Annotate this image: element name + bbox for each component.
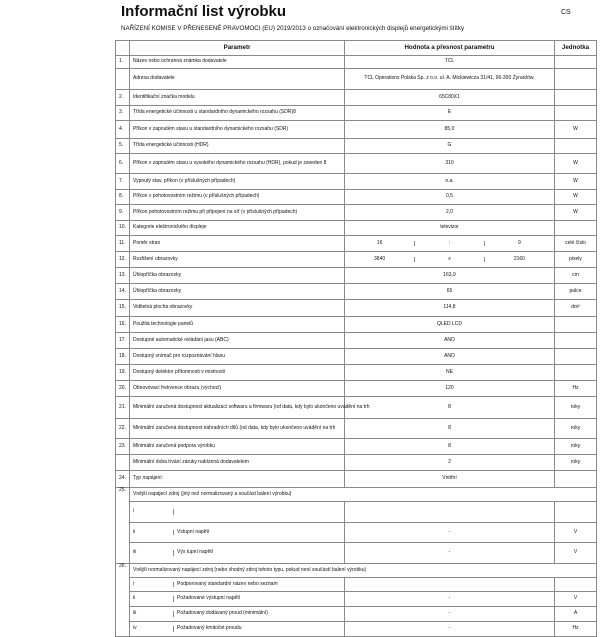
unit-cell: roky: [555, 439, 597, 455]
parameter-cell: Viditelná plocha obrazovky: [130, 300, 345, 317]
sub-parameter: [130, 611, 344, 617]
unit-cell: W: [555, 174, 597, 190]
sub-row-label: Požadované výstupní napětí: [177, 595, 241, 602]
table-row: [116, 471, 597, 488]
row-number: 11.: [116, 236, 130, 252]
section-heading-row: [116, 564, 597, 578]
table-row: [116, 333, 597, 349]
row-number: 3.: [116, 106, 130, 121]
parameter-cell: [130, 622, 345, 637]
value-cell: ANO: [345, 333, 555, 349]
value-cell: TCL: [345, 56, 555, 69]
parameter-cell: Obnovovací frekvence obrazu (výchozí): [130, 381, 345, 397]
unit-cell: [555, 90, 597, 106]
value-cell: -: [345, 543, 555, 564]
table-row: [116, 205, 597, 221]
value-cell: E: [345, 106, 555, 121]
sub-row-label: Požadovaný kmitočet proudu: [177, 625, 242, 632]
unit-cell: [555, 578, 597, 592]
table-row: [116, 69, 597, 90]
parameter-cell: Příkon v zapnutém stavu u standardního dynamického rozsahu (SDR): [130, 121, 345, 139]
parameter-cell: [130, 607, 345, 622]
row-number: 14.: [116, 284, 130, 300]
parameter-cell: Kategorie elektronického displeje: [130, 221, 345, 236]
value-cell: 85,0: [345, 121, 555, 139]
row-number: 9.: [116, 205, 130, 221]
parameter-cell: Název nebo ochranná známka dodavatele: [130, 56, 345, 69]
value-separator: x: [415, 257, 485, 263]
row-number: 5.: [116, 139, 130, 154]
row-number: 2.: [116, 90, 130, 106]
sub-row-index: ii: [130, 596, 174, 602]
table-row: [116, 397, 597, 419]
row-number: 10.: [116, 221, 130, 236]
unit-cell: [555, 502, 597, 523]
unit-cell: W: [555, 154, 597, 174]
sub-row-index: iii: [130, 611, 174, 617]
parameter-cell: Typ napájení:: [130, 471, 345, 488]
parameter-cell: Příkon v pohotovostním režimu (v příslušných případech): [130, 190, 345, 205]
unit-cell: roky: [555, 419, 597, 439]
sub-parameter: [130, 550, 344, 556]
header-unit: Jednotka: [555, 41, 597, 56]
unit-cell: Hz: [555, 622, 597, 637]
table-row: [116, 190, 597, 205]
unit-cell: palce: [555, 284, 597, 300]
parameter-cell: Vypnutý stav, příkon (v příslušných případech): [130, 174, 345, 190]
table-row: [116, 121, 597, 139]
value-cell: G: [345, 139, 555, 154]
parameter-cell: Identifikační značka modelu: [130, 90, 345, 106]
table-row: [116, 365, 597, 381]
table-row: [116, 300, 597, 317]
value-cell: n.a.: [345, 174, 555, 190]
unit-cell: celé číslo: [555, 236, 597, 252]
row-number: 25.: [116, 488, 130, 564]
sub-row: [116, 607, 597, 622]
table-row: [116, 252, 597, 268]
sub-parameter: [130, 596, 344, 602]
sub-row-label: [174, 509, 180, 515]
value-cell: 65C80X1: [345, 90, 555, 106]
table-row: [116, 284, 597, 300]
sub-row-index: iii: [130, 550, 174, 556]
sub-row: [116, 622, 597, 637]
unit-cell: [555, 333, 597, 349]
unit-cell: A: [555, 607, 597, 622]
table-row: [116, 419, 597, 439]
row-number: 24.: [116, 471, 130, 488]
parameter-cell: Dostupný detektor přítomnosti v místnosti: [130, 365, 345, 381]
value-cell: [345, 252, 555, 268]
table-row: [116, 90, 597, 106]
value-part: 16: [345, 241, 415, 247]
parameter-cell: Minimální zaručená dostupnost aktualizací softwaru a firmwaru (od data, kdy bylo ukončeno uvádění na trh: [130, 397, 345, 419]
value-cell: 2,0: [345, 205, 555, 221]
table-row: [116, 221, 597, 236]
value-cell: 65: [345, 284, 555, 300]
row-number: 8.: [116, 190, 130, 205]
value-cell: 163,9: [345, 268, 555, 284]
row-number: [116, 455, 130, 471]
value-cell: 8: [345, 419, 555, 439]
value-cell: 310: [345, 154, 555, 174]
parameter-cell: Třída energetické účinnosti u standardního dynamického rozsahu (SDR)8: [130, 106, 345, 121]
regulation-text: NAŘÍZENÍ KOMISE V PŘENESENÉ PRAVOMOCI (EU) 2019/2013 o označování elektronických displejů energetickými štítky: [121, 25, 465, 32]
language-code: CS: [561, 9, 571, 16]
header-parameter: Parametr: [130, 41, 345, 56]
unit-cell: roky: [555, 455, 597, 471]
unit-cell: V: [555, 523, 597, 543]
table-row: [116, 56, 597, 69]
unit-cell: V: [555, 543, 597, 564]
sub-parameter: [130, 582, 344, 588]
value-part: 9: [518, 239, 521, 246]
parameter-cell: [130, 502, 345, 523]
unit-cell: roky: [555, 397, 597, 419]
table-body: [116, 56, 597, 637]
value-cell: TCL Operations Polska Sp. z o.o. ul. A. Mickiewicza 31/41, 96-300 Żyrardów,: [345, 69, 555, 90]
unit-cell: Hz: [555, 381, 597, 397]
section-heading-row: [116, 488, 597, 502]
parameter-cell: Příkon pohotovostním režimu při připojení na síť (v příslušných případech): [130, 205, 345, 221]
table-row: [116, 268, 597, 284]
value-part: 2160: [513, 255, 525, 262]
row-number: 7.: [116, 174, 130, 190]
unit-cell: [555, 69, 597, 90]
row-number: 18.: [116, 349, 130, 365]
header-number-cell: [116, 41, 130, 56]
value-separator: :: [415, 241, 485, 247]
row-number: 19.: [116, 365, 130, 381]
value-cell: 114,8: [345, 300, 555, 317]
unit-cell: pixely: [555, 252, 597, 268]
value-cell: -: [345, 622, 555, 637]
row-number: 6.: [116, 154, 130, 174]
row-number: 26.: [116, 564, 130, 637]
value-cell: [345, 236, 555, 252]
table-row: [116, 174, 597, 190]
unit-cell: W: [555, 205, 597, 221]
value-cell: ANO: [345, 349, 555, 365]
parameter-cell: Dostupný snímač pro rozpoznávání hlasu: [130, 349, 345, 365]
unit-cell: [555, 471, 597, 488]
parameter-cell: Minimální zaručená dostupnost náhradních dílů (od data, kdy bylo ukončeno uvádění na trh: [130, 419, 345, 439]
value-cell: QLED LCD: [345, 317, 555, 333]
value-cell: [345, 502, 555, 523]
parameter-cell: Příkon v zapnutém stavu u vysokého dynamického rozsahu (HDR), pokud je zaveden 8: [130, 154, 345, 174]
value-subgrid: [345, 241, 554, 247]
unit-cell: [555, 317, 597, 333]
value-cell: 2: [345, 455, 555, 471]
value-cell: 120: [345, 381, 555, 397]
table-row: [116, 154, 597, 174]
unit-cell: [555, 349, 597, 365]
table-row: [116, 349, 597, 365]
value-subgrid: [345, 257, 554, 263]
row-number: 12.: [116, 252, 130, 268]
row-number: 15.: [116, 300, 130, 317]
sub-row-label: Výs tupní napětí: [177, 549, 214, 556]
parameter-cell: Minimální zaručená podpora výrobku: [130, 439, 345, 455]
table-header-row: [116, 41, 597, 56]
document-title: Informační list výrobku: [121, 3, 287, 20]
parameter-cell: Minimální doba trvání záruky nabízená dodavatelem: [130, 455, 345, 471]
value-cell: -: [345, 607, 555, 622]
row-number: 16.: [116, 317, 130, 333]
value-cell: -: [345, 592, 555, 607]
table-row: [116, 381, 597, 397]
sub-parameter: [130, 530, 344, 536]
sub-row-label: Vstupní napětí: [177, 528, 210, 535]
value-cell: televizor: [345, 221, 555, 236]
table-row: [116, 236, 597, 252]
sub-row-label: Podporovaný standardní název nebo seznam: [177, 580, 278, 587]
parameter-cell: Třída energetické účinnosti (HDR): [130, 139, 345, 154]
parameter-cell: [130, 543, 345, 564]
unit-cell: [555, 106, 597, 121]
row-number: 13.: [116, 268, 130, 284]
unit-cell: W: [555, 190, 597, 205]
unit-cell: [555, 221, 597, 236]
sub-row-index: ii: [130, 530, 174, 536]
sub-row: [116, 502, 597, 523]
sub-row-label: Požadovaný dodávaný proud (minimální): [177, 610, 268, 617]
row-number: 20.: [116, 381, 130, 397]
sub-row: [116, 523, 597, 543]
value-cell: 0,5: [345, 190, 555, 205]
row-number: 4.: [116, 121, 130, 139]
value-cell: NE: [345, 365, 555, 381]
sub-parameter: [130, 509, 344, 515]
sub-row-index: i: [130, 582, 174, 588]
parameter-cell: [130, 523, 345, 543]
sub-row: [116, 592, 597, 607]
parameter-cell: [130, 578, 345, 592]
row-number: 1.: [116, 56, 130, 69]
section-heading: Vnější napájecí zdroj (jiný než normalizovaný a součást balení výrobku): [130, 488, 597, 502]
unit-cell: [555, 56, 597, 69]
section-heading: Vnější normalizovaný napájecí zdroj (nebo vhodný zdroj tohoto typu, pokud není součástí balení výrobku): [130, 564, 597, 578]
table-row: [116, 106, 597, 121]
unit-cell: dm²: [555, 300, 597, 317]
unit-cell: cm: [555, 268, 597, 284]
parameter-cell: Dostupné automatické ovládání jasu (ABC): [130, 333, 345, 349]
parameter-cell: Použitá technologie panelů: [130, 317, 345, 333]
unit-cell: W: [555, 121, 597, 139]
row-number: 23.: [116, 439, 130, 455]
table-row: [116, 455, 597, 471]
unit-cell: [555, 365, 597, 381]
table-row: [116, 439, 597, 455]
table-row: [116, 317, 597, 333]
row-number: 21.: [116, 397, 130, 419]
sub-row: [116, 578, 597, 592]
value-part: 3840: [345, 257, 415, 263]
parameter-cell: Adresa dodavatele: [130, 69, 345, 90]
row-number: 17.: [116, 333, 130, 349]
unit-cell: V: [555, 592, 597, 607]
table-row: [116, 139, 597, 154]
value-cell: [345, 578, 555, 592]
parameter-cell: Poměr stran: [130, 236, 345, 252]
parameter-cell: Úhlopříčka obrazovky: [130, 268, 345, 284]
sub-row: [116, 543, 597, 564]
sub-row-index: iv: [130, 626, 174, 632]
value-cell: -: [345, 523, 555, 543]
parameter-cell: Úhlopříčka obrazovky: [130, 284, 345, 300]
sub-row-index: i: [130, 509, 174, 515]
unit-cell: [555, 139, 597, 154]
sub-parameter: [130, 626, 344, 632]
value-cell: 8: [345, 397, 555, 419]
parameter-cell: [130, 592, 345, 607]
parameter-cell: Rozlišení obrazovky: [130, 252, 345, 268]
value-cell: Vnitřní: [345, 471, 555, 488]
header-value: Hodnota a přesnost parametru: [345, 41, 555, 56]
value-cell: 8: [345, 439, 555, 455]
product-info-table: [115, 40, 597, 637]
row-number: 22.: [116, 419, 130, 439]
row-number: [116, 69, 130, 90]
